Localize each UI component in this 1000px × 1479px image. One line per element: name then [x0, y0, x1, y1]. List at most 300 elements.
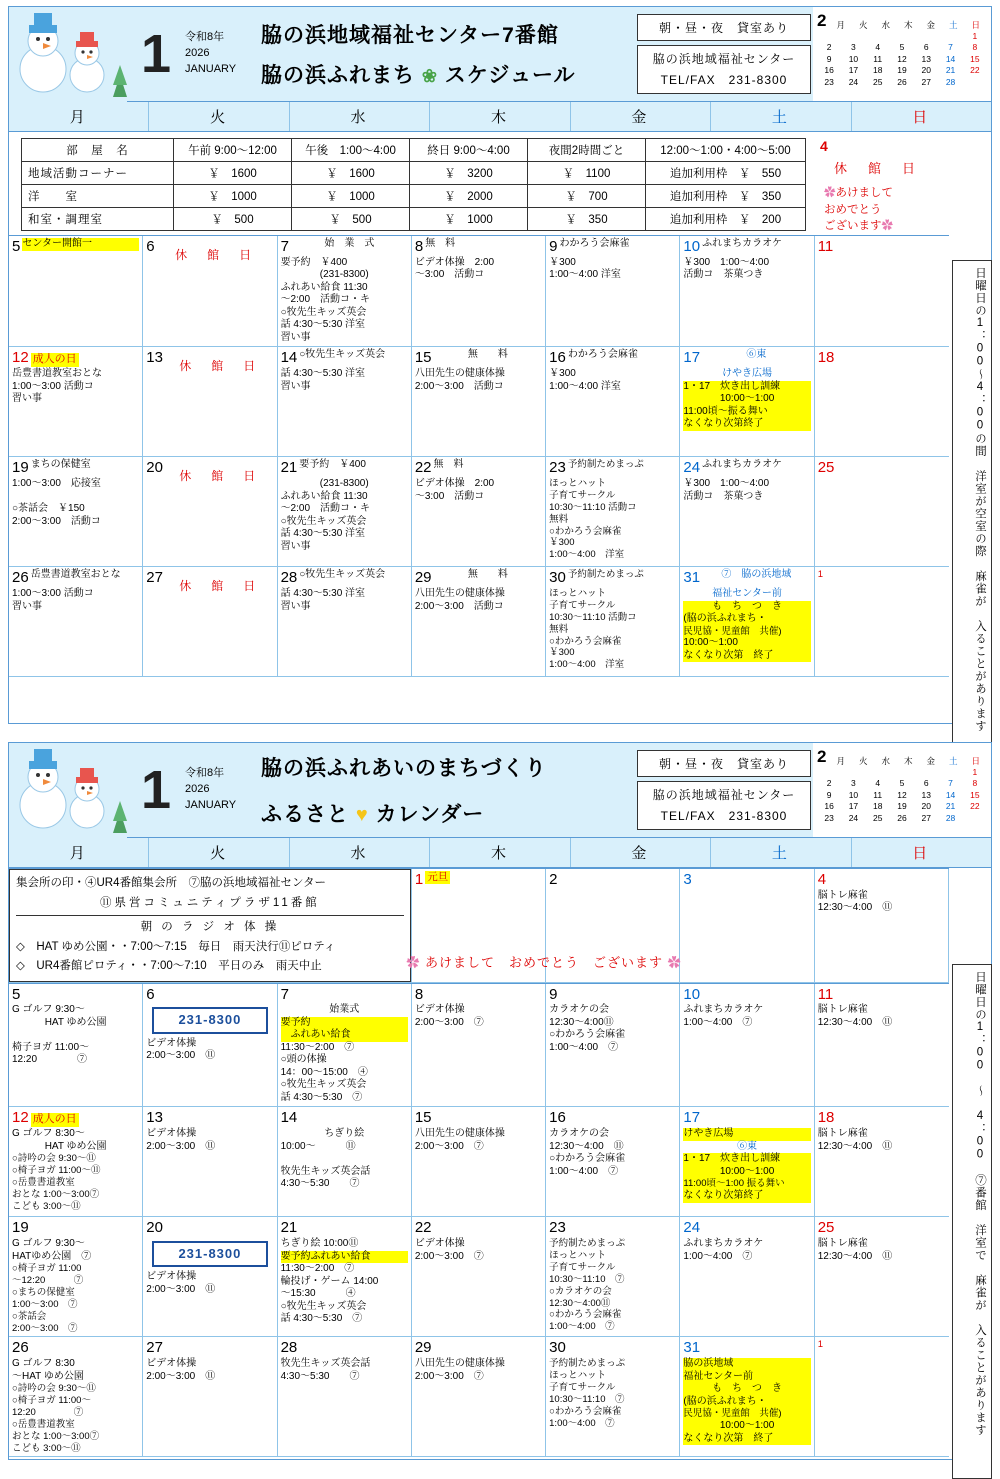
event-line: わかろう会麻雀 [559, 238, 630, 250]
mini-day: 18 [872, 65, 883, 76]
mini-day: 16 [824, 801, 834, 812]
event-line: 1:00〜3:00 活動コ [12, 588, 94, 600]
weekday-header-金: 金 [571, 838, 711, 867]
day-cell-14[interactable] [278, 1107, 412, 1217]
mini-weekday: 土 [948, 19, 958, 30]
event-line: まちの保健室 [30, 459, 91, 471]
mini-month-table [817, 31, 987, 88]
day-cell-13[interactable] [143, 1107, 277, 1217]
event-line: 要予約ふれあい給食 [281, 1251, 408, 1264]
day-cell-31[interactable] [680, 1337, 814, 1457]
fee-cell: 洋 室 [22, 185, 174, 208]
day-cell-20[interactable] [143, 457, 277, 567]
day-number: 28 [280, 569, 298, 587]
day-cell-5[interactable] [9, 984, 143, 1108]
mini-day: 8 [972, 42, 978, 53]
event-line: 10:00〜1:00 [683, 1166, 810, 1179]
snowman-illustration [9, 7, 127, 101]
sheet2-header [9, 743, 991, 838]
event-line: 10:00〜1:00 [683, 393, 810, 406]
day-number: 5 [12, 238, 21, 256]
fee-cell: ￥ 1600 [292, 162, 410, 185]
event-line: 12:30〜4:00 ⑪ [817, 1016, 893, 1028]
event-line: 予約制ためまっぷ [567, 569, 644, 581]
month-number: 1 [140, 24, 172, 84]
day-cell-24[interactable] [680, 1217, 814, 1337]
mini-day: 6 [923, 778, 929, 789]
day-cell-11[interactable] [815, 984, 949, 1108]
mini-weekday: 土 [948, 755, 958, 766]
event-line: 12:20 ⑦ [12, 1054, 88, 1066]
event-line: 予約制ためまっぷ [549, 1238, 626, 1250]
event-line: (脇の浜ふれまち・ [683, 1396, 810, 1409]
day-cell-8[interactable] [412, 236, 546, 347]
day-cell-26[interactable] [9, 567, 143, 677]
event-line: 話 4:30〜5:30 洋室 [280, 588, 366, 600]
day-number: 7 [280, 238, 289, 256]
day-number: 16 [549, 1109, 566, 1127]
event-line: ほっとハット [549, 588, 607, 600]
event-line: ふれあい給食 11:30 [280, 490, 368, 502]
day-number: 11 [817, 238, 834, 256]
day-cell-20[interactable] [143, 1217, 277, 1337]
event-line: 〜2:00 活動コ・キ [280, 294, 371, 306]
event-line: 脳トレ麻雀 [817, 1238, 868, 1250]
fee-col-header: 夜間2時間ごと [528, 139, 646, 162]
mini-day: 15 [970, 53, 980, 64]
day-number: 27 [146, 1339, 163, 1357]
event-line: 10:30〜11:10 ⑦ [549, 1273, 625, 1285]
event-line: 11:30〜2:00 ⑦ [280, 1263, 355, 1275]
event-line: ○牧先生キッズ英会 [280, 1079, 367, 1091]
event-line: 子育てサークル [549, 489, 616, 501]
contact-boxes [635, 7, 813, 101]
mini-day: 1 [972, 767, 978, 777]
day-number: 2 [549, 871, 558, 888]
event-line: 要予約 ￥400 [299, 459, 366, 471]
day-cell-23[interactable] [546, 1217, 680, 1337]
day-cell-30[interactable] [546, 1337, 680, 1457]
day-cell-9[interactable] [546, 236, 680, 347]
event-line: 福祉センター前 [683, 1371, 810, 1384]
day-number: 14 [280, 1109, 298, 1127]
mini-day: 2 [826, 778, 832, 789]
center-name: 脇の浜地域福祉センター [652, 52, 796, 67]
sheet1-day-grid [9, 235, 949, 677]
mini-weekday: 木 [903, 19, 913, 30]
day-number: 21 [280, 459, 298, 477]
room-fee-table [21, 138, 806, 231]
clover-icon: ❀ [421, 66, 438, 86]
event-line: 八田先生の健康体操 [414, 1358, 505, 1370]
mini-day: 18 [872, 801, 883, 812]
mini-day: 9 [826, 53, 832, 64]
day-number: 15 [414, 1109, 432, 1127]
title-line-1: 脇の浜地域福祉センター7番館 [261, 24, 559, 47]
event-line: 脳トレ麻雀 [817, 889, 868, 901]
event-line: 無 料 [433, 459, 464, 471]
day-cell-10[interactable] [680, 984, 814, 1108]
event-line: 12:30〜4:00⑪ [549, 1297, 611, 1309]
day-number: 23 [549, 459, 566, 477]
day-number: 15 [414, 349, 432, 367]
event-line: 休 館 日 [179, 469, 260, 484]
day-cell-12[interactable] [9, 1107, 143, 1217]
event-line: 2:00〜3:00 ⑦ [414, 1250, 484, 1262]
mini-day: 10 [848, 789, 859, 800]
title2-line-2b: カレンダー [375, 803, 485, 826]
day-cell-21[interactable] [278, 457, 412, 567]
mini-day [841, 31, 865, 42]
day-cell-7[interactable] [278, 236, 412, 347]
day-cell-13[interactable] [143, 347, 277, 457]
mini-weekday: 水 [881, 755, 890, 766]
sheet2-greeting [329, 924, 759, 971]
day-number: 17 [683, 1109, 701, 1127]
mini-day: 16 [824, 65, 834, 76]
event-line: ○椅子ヨガ 11:00〜⑪ [12, 1165, 101, 1177]
fee-cell: 和室・調理室 [22, 208, 174, 231]
event-line: 4:30〜5:30 ⑦ [280, 1370, 360, 1382]
day-cell-17[interactable] [680, 347, 814, 457]
event-line: ○牧先生キッズ英会 [280, 515, 367, 527]
event-line: 無 料 [467, 349, 508, 361]
event-line: 1:00〜4:00 ⑦ [549, 1321, 615, 1333]
fee-cell: ￥ 500 [292, 208, 410, 231]
mini-weekday: 月 [836, 19, 845, 30]
event-line: ○椅子ヨガ 11:00〜 [12, 1395, 91, 1407]
weekday-header-木: 木 [430, 102, 570, 131]
event-line: 岳豊書道教室おとな [12, 368, 102, 380]
event-line: ふれまちカラオケ [702, 238, 782, 250]
day-cell-28[interactable] [278, 1337, 412, 1457]
mini-day: 27 [921, 812, 931, 823]
event-line: 14：00〜15:00 ④ [280, 1066, 368, 1078]
event-line: ○詩吟の会 9:30〜⑪ [12, 1153, 96, 1165]
phone-callout: 231-8300 [152, 1241, 267, 1267]
mini-day: 22 [970, 801, 980, 812]
center-contact-box-2 [637, 781, 811, 830]
sheet2-title [257, 743, 635, 837]
event-line: 2:00〜3:00 活動コ [414, 600, 504, 612]
day-number: 10 [683, 238, 701, 256]
mini-day [914, 767, 938, 778]
mini-day: 7 [948, 778, 953, 789]
title-line-2 [261, 59, 635, 89]
event-line: 2:00〜3:00 ⑪ [146, 1370, 216, 1382]
holiday-badge: 成人の日 [32, 1113, 77, 1126]
event-line: 輪投げ・ゲーム 14:00 [280, 1275, 379, 1287]
mini-day: 13 [921, 789, 931, 800]
mini-day: 4 [875, 42, 881, 53]
day-number: 13 [146, 349, 163, 367]
day-number: 11 [817, 985, 834, 1003]
mini-day: 28 [945, 812, 956, 823]
rental-note-box: 朝・昼・夜 貸室あり [637, 14, 811, 41]
table-row [22, 162, 806, 185]
day-cell-8[interactable] [412, 984, 546, 1108]
day-cell-15[interactable] [412, 347, 546, 457]
event-line: 無料 [549, 513, 569, 525]
year-block-2 [185, 743, 257, 837]
event-line: ビデオ体操 [146, 1271, 197, 1283]
day-number: 29 [414, 569, 432, 587]
mini-day [963, 813, 987, 824]
day-number: 1 [414, 871, 424, 888]
event-line: 無料 [549, 623, 569, 635]
day-number: 24 [683, 459, 701, 477]
event-line: ○頭の体操 [280, 1054, 327, 1066]
mini-day [963, 77, 987, 88]
day-number: 1 [817, 569, 823, 581]
day-number: 25 [817, 459, 835, 477]
event-line: ○牧先生キッズ英会 [280, 1300, 367, 1312]
event-line: 12:20 ⑦ [12, 1406, 84, 1418]
event-line: ○岳豊書道教室 [12, 1176, 75, 1188]
event-line: ○茶話会 ￥150 [12, 503, 85, 515]
new-year-greeting [824, 185, 949, 235]
year-block [185, 7, 257, 101]
event-line: 牧先生キッズ英会話 [280, 1165, 371, 1177]
schedule-sheet [8, 6, 992, 733]
event-line: 2:00〜3:00 ⑪ [146, 1050, 216, 1062]
day-cell-24[interactable] [680, 457, 814, 567]
event-line: ○茶話会 [12, 1310, 47, 1322]
event-line: 民児協・児童館 共催) [683, 1408, 810, 1420]
sheet2-weekday-row [9, 838, 991, 868]
greeting-line-1: あけまして [835, 187, 893, 199]
day-number: 13 [146, 1109, 163, 1127]
day-cell-5[interactable] [9, 236, 143, 347]
event-line: なくなり次第終了 [683, 1190, 810, 1203]
title2-line-2 [261, 798, 635, 828]
day-cell-29[interactable] [412, 567, 546, 677]
mini-day: 14 [945, 789, 956, 800]
mini-day: 11 [873, 789, 883, 800]
event-line: センター開館一 [22, 238, 139, 251]
day-cell-11[interactable] [815, 236, 949, 347]
sheet1-title [257, 7, 635, 101]
day-number: 24 [683, 1219, 701, 1237]
fee-cell: ￥ 1600 [174, 162, 292, 185]
event-line: なくなり次第 終了 [683, 1433, 810, 1446]
day-number: 21 [280, 1219, 298, 1237]
event-line: 10:30〜11:10 ⑦ [549, 1393, 625, 1405]
day-cell-19[interactable] [9, 1217, 143, 1337]
snowman-illustration-2 [9, 743, 127, 837]
event-line: 脇の浜地域 [683, 1358, 810, 1371]
event-line: 活動コ 茶菓つき [683, 269, 764, 281]
table-row [22, 208, 806, 231]
day-cell-25[interactable] [815, 1217, 949, 1337]
day-cell-12[interactable] [9, 347, 143, 457]
event-line: ビデオ体操 [146, 1358, 197, 1370]
year-label: 2026 [185, 47, 210, 60]
event-line: 〜12:20 ⑦ [12, 1275, 84, 1287]
day-cell-29[interactable] [412, 1337, 546, 1457]
event-line: ○まちの保健室 [12, 1286, 75, 1298]
title-line-2a: 脇の浜ふれまち [261, 64, 415, 87]
event-line: 休 館 日 [175, 248, 256, 263]
day-cell-16[interactable] [546, 1107, 680, 1217]
day-number: 23 [549, 1219, 566, 1237]
day-cell-17[interactable] [680, 1107, 814, 1217]
legend-line-2: ⑪県営コミュニティプラザ11番館 [100, 896, 320, 909]
fee-col-header: 12:00〜1:00・4:00〜5:00 [646, 139, 806, 162]
event-line: 1:00〜4:00 洋室 [549, 269, 621, 281]
day-cell-21[interactable] [278, 1217, 412, 1337]
event-line: 12:30〜4:00 ⑪ [549, 1140, 624, 1152]
day-cell-18[interactable] [815, 1107, 949, 1217]
fee-extra-cell: 追加利用枠 ￥ 350 [646, 185, 806, 208]
rental-note-box-2: 朝・昼・夜 貸室あり [637, 750, 811, 777]
event-line: 八田先生の健康体操 [414, 588, 505, 600]
day-cell-18[interactable] [815, 347, 949, 457]
day-number: 30 [549, 1339, 566, 1357]
greeting-text: あけまして おめでとう ございます [424, 955, 663, 970]
mini-day: 6 [923, 42, 929, 53]
month-number-2: 1 [140, 760, 172, 820]
event-line: ちぎり絵 10:00⑪ [280, 1238, 359, 1250]
mini-weekday-header-2 [829, 756, 987, 767]
day-number: 31 [683, 1339, 701, 1357]
day-cell-31[interactable] [680, 567, 814, 677]
weekday-header-土: 土 [711, 838, 851, 867]
day-cell-23[interactable] [546, 457, 680, 567]
mini-day: 26 [897, 76, 907, 87]
fee-extra-cell: 追加利用枠 ￥ 200 [646, 208, 806, 231]
day-cell-6[interactable] [143, 236, 277, 347]
day-cell-27[interactable] [143, 1337, 277, 1457]
mini-day: 24 [848, 812, 859, 823]
day-cell-28[interactable] [278, 567, 412, 677]
day-cell-19[interactable] [9, 457, 143, 567]
event-line: ￥300 [549, 368, 576, 380]
event-line: おとな 1:00〜3:00⑦ [12, 1188, 100, 1200]
day-number: 1 [817, 1339, 823, 1351]
day-cell-15[interactable] [412, 1107, 546, 1217]
weekday-header-日: 日 [912, 845, 931, 862]
mini-day: 8 [972, 778, 978, 789]
mini-day: 28 [945, 76, 956, 87]
day-cell-10[interactable] [680, 236, 814, 347]
event-line: ビデオ体操 2:00 [414, 478, 495, 490]
event-line: ふれまちカラオケ [683, 1004, 764, 1016]
day-cell-6[interactable] [143, 984, 277, 1108]
day-number: 9 [549, 985, 558, 1003]
day-number: 26 [12, 1339, 29, 1357]
center-contact-box [637, 45, 811, 94]
day-number: 12 [12, 1109, 29, 1127]
sheet1-vertical-note: 日曜日の1：00〜4：00の間 洋室が空室の際 麻雀が 入ることがあります [952, 260, 992, 845]
fee-col-header: 終日 9:00〜4:00 [410, 139, 528, 162]
event-line: ○椅子ヨガ 11:00 [12, 1263, 82, 1275]
event-line: 11:00頃〜振る舞い [683, 406, 810, 419]
day-cell-1[interactable] [815, 1337, 949, 1457]
event-line: 岳豊書道教室おとな [30, 569, 121, 581]
event-line: 椅子ヨガ 11:00〜 [12, 1041, 90, 1053]
event-line: ○わかろう会麻雀 [549, 1029, 626, 1041]
day-cell-22[interactable] [412, 1217, 546, 1337]
event-line: 10:00〜 ⑪ [280, 1140, 356, 1152]
event-line: 習い事 [280, 380, 311, 392]
day-cell-22[interactable] [412, 457, 546, 567]
event-line: HAT ゆめ公園 [44, 1140, 107, 1152]
day-number: 17 [683, 349, 701, 367]
day-cell-14[interactable] [278, 347, 412, 457]
event-line: 習い事 [280, 540, 311, 552]
event-line: ⑦ 脇の浜地域 [721, 569, 792, 581]
day-number: 18 [817, 1109, 835, 1127]
event-line: 脳トレ麻雀 [817, 1128, 868, 1140]
day-number: 9 [549, 238, 558, 256]
mini-day: 12 [897, 53, 907, 64]
event-line: 牧先生キッズ英会話 [280, 1358, 371, 1370]
day-cell-25[interactable] [815, 457, 949, 567]
radio-exercise-line-1: ◇ HAT ゆめ公園・・7:00〜7:15 毎日 雨天決行⑪ピロティ [16, 940, 336, 953]
event-line: 1:00〜4:00 ⑦ [683, 1250, 753, 1262]
mini-day: 24 [848, 76, 859, 87]
closed-label: 休 館 日 [834, 161, 920, 176]
day-number: 30 [549, 569, 566, 587]
event-line: カラオケの会 [549, 1004, 609, 1016]
event-line: 1:00〜4:00 洋室 [549, 549, 625, 561]
event-line: ○わかろう会麻雀 [549, 1309, 622, 1321]
weekday-header-火: 火 [149, 102, 289, 131]
mini-day: 23 [824, 812, 834, 823]
fee-cell: ￥ 500 [174, 208, 292, 231]
day-cell-27[interactable] [143, 567, 277, 677]
event-line: 10:00〜1:00 [683, 637, 810, 650]
event-line: 八田先生の健康体操 [414, 1128, 505, 1140]
furusato-sheet [8, 742, 992, 1460]
event-line: なくなり次第終了 [683, 418, 810, 431]
event-line: 12:30〜4:00 ⑪ [817, 1250, 893, 1262]
event-line: 1・17 炊き出し訓練 [683, 381, 810, 394]
event-line: 無 料 [425, 238, 456, 250]
event-line: (脇の浜ふれまち・ [683, 613, 810, 626]
fee-cell: ￥ 1000 [174, 185, 292, 208]
event-line: ちぎり絵 [324, 1128, 365, 1140]
event-line: (231-8300) [319, 269, 369, 281]
event-line: 話 4:30〜5:30 洋室 [280, 528, 366, 540]
event-line: 休 館 日 [179, 579, 260, 594]
event-line: 〜3:00 活動コ [414, 269, 485, 281]
event-line: 八田先生の健康体操 [414, 368, 505, 380]
day-cell-30[interactable] [546, 567, 680, 677]
mini-day: 2 [826, 42, 832, 53]
day-cell-1[interactable] [815, 567, 949, 677]
weekday-header-月: 月 [9, 102, 149, 131]
day-number: 27 [146, 569, 163, 587]
day-cell-26[interactable] [9, 1337, 143, 1457]
event-line: ○わかろう会麻雀 [549, 635, 622, 647]
mini-day: 4 [875, 778, 881, 789]
day-cell-7[interactable] [278, 984, 412, 1108]
event-line: 習い事 [280, 600, 311, 612]
calendar-page [0, 6, 1000, 1460]
event-line: 2:00〜3:00 ⑪ [146, 1140, 216, 1152]
event-line: ⑥東 [737, 1140, 758, 1152]
mini-day [890, 31, 914, 42]
day-cell-16[interactable] [546, 347, 680, 457]
event-line [281, 1153, 408, 1166]
day-cell-9[interactable] [546, 984, 680, 1108]
mini-month-february-2 [813, 743, 991, 837]
mini-day [866, 767, 890, 778]
mini-day: 19 [897, 65, 907, 76]
event-line: 民児協・児童館 共催) [683, 626, 810, 638]
